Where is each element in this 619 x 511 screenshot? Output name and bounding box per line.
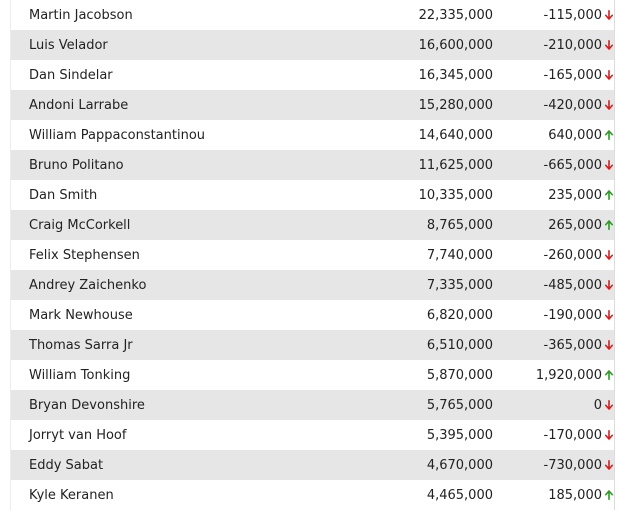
chip-count: 5,765,000 — [426, 397, 493, 413]
table-row — [11, 60, 614, 90]
table-row — [11, 30, 614, 60]
table-row — [11, 90, 614, 120]
chip-change: 265,000 — [548, 217, 602, 233]
table-row — [11, 120, 614, 150]
chip-change: -365,000 — [543, 337, 602, 353]
table-row — [11, 300, 614, 330]
table-row — [11, 450, 614, 480]
chip-change: -115,000 — [543, 7, 602, 23]
table-row — [11, 150, 614, 180]
chip-change: -665,000 — [543, 157, 602, 173]
chip-change: -260,000 — [543, 247, 602, 263]
player-name: Luis Velador — [29, 37, 108, 53]
table-row — [11, 480, 614, 510]
arrow-down-icon — [602, 280, 616, 290]
player-name: Bryan Devonshire — [29, 397, 145, 413]
player-name: William Tonking — [29, 367, 131, 383]
chip-count: 11,625,000 — [418, 157, 493, 173]
chip-count: 7,740,000 — [426, 247, 493, 263]
player-name: Eddy Sabat — [29, 457, 104, 473]
table-row — [11, 270, 614, 300]
chip-count: 7,335,000 — [426, 277, 493, 293]
table-row — [11, 180, 614, 210]
arrow-up-icon — [602, 370, 616, 380]
player-name: Andrey Zaichenko — [29, 277, 147, 293]
chip-count: 14,640,000 — [418, 127, 493, 143]
arrow-down-icon — [602, 250, 616, 260]
table-row — [11, 240, 614, 270]
player-name: Jorryt van Hoof — [29, 427, 127, 443]
chip-change: 640,000 — [548, 127, 602, 143]
chip-count: 8,765,000 — [426, 217, 493, 233]
arrow-down-icon — [602, 460, 616, 470]
arrow-down-icon — [602, 310, 616, 320]
chip-change: 235,000 — [548, 187, 602, 203]
table-row — [11, 210, 614, 240]
chip-change: 1,920,000 — [535, 367, 602, 383]
arrow-up-icon — [602, 130, 616, 140]
arrow-up-icon — [602, 490, 616, 500]
player-name: Martin Jacobson — [29, 7, 133, 23]
chip-count-table — [10, 0, 615, 510]
player-name: Dan Smith — [29, 187, 98, 203]
player-name: Kyle Keranen — [29, 487, 114, 503]
table-row — [11, 0, 614, 30]
chip-change: -210,000 — [543, 37, 602, 53]
arrow-down-icon — [602, 160, 616, 170]
arrow-down-icon — [602, 340, 616, 350]
chip-count: 15,280,000 — [418, 97, 493, 113]
chip-count: 6,820,000 — [426, 307, 493, 323]
arrow-down-icon — [602, 400, 616, 410]
player-name: Bruno Politano — [29, 157, 124, 173]
arrow-down-icon — [602, 40, 616, 50]
chip-count: 5,395,000 — [426, 427, 493, 443]
player-name: Andoni Larrabe — [29, 97, 129, 113]
chip-change: -190,000 — [543, 307, 602, 323]
player-name: Dan Sindelar — [29, 67, 113, 83]
chip-count: 10,335,000 — [418, 187, 493, 203]
chip-count: 16,600,000 — [418, 37, 493, 53]
arrow-up-icon — [602, 220, 616, 230]
chip-count: 4,465,000 — [426, 487, 493, 503]
arrow-down-icon — [602, 100, 616, 110]
chip-change: -420,000 — [543, 97, 602, 113]
chip-change: -170,000 — [543, 427, 602, 443]
player-name: Felix Stephensen — [29, 247, 140, 263]
player-name: Craig McCorkell — [29, 217, 131, 233]
arrow-down-icon — [602, 430, 616, 440]
table-row — [11, 420, 614, 450]
table-row — [11, 330, 614, 360]
chip-count: 4,670,000 — [426, 457, 493, 473]
arrow-up-icon — [602, 190, 616, 200]
chip-count: 6,510,000 — [426, 337, 493, 353]
player-name: William Pappaconstantinou — [29, 127, 206, 143]
player-name: Mark Newhouse — [29, 307, 133, 323]
chip-change: -485,000 — [543, 277, 602, 293]
chip-change: -730,000 — [543, 457, 602, 473]
chip-change: 185,000 — [548, 487, 602, 503]
chip-count: 16,345,000 — [418, 67, 493, 83]
table-row — [11, 360, 614, 390]
chip-count: 22,335,000 — [418, 7, 493, 23]
chip-change: -165,000 — [543, 67, 602, 83]
player-name: Thomas Sarra Jr — [29, 337, 133, 353]
chip-change: 0 — [593, 397, 602, 413]
arrow-down-icon — [602, 10, 616, 20]
chip-count: 5,870,000 — [426, 367, 493, 383]
table-row — [11, 390, 614, 420]
arrow-down-icon — [602, 70, 616, 80]
